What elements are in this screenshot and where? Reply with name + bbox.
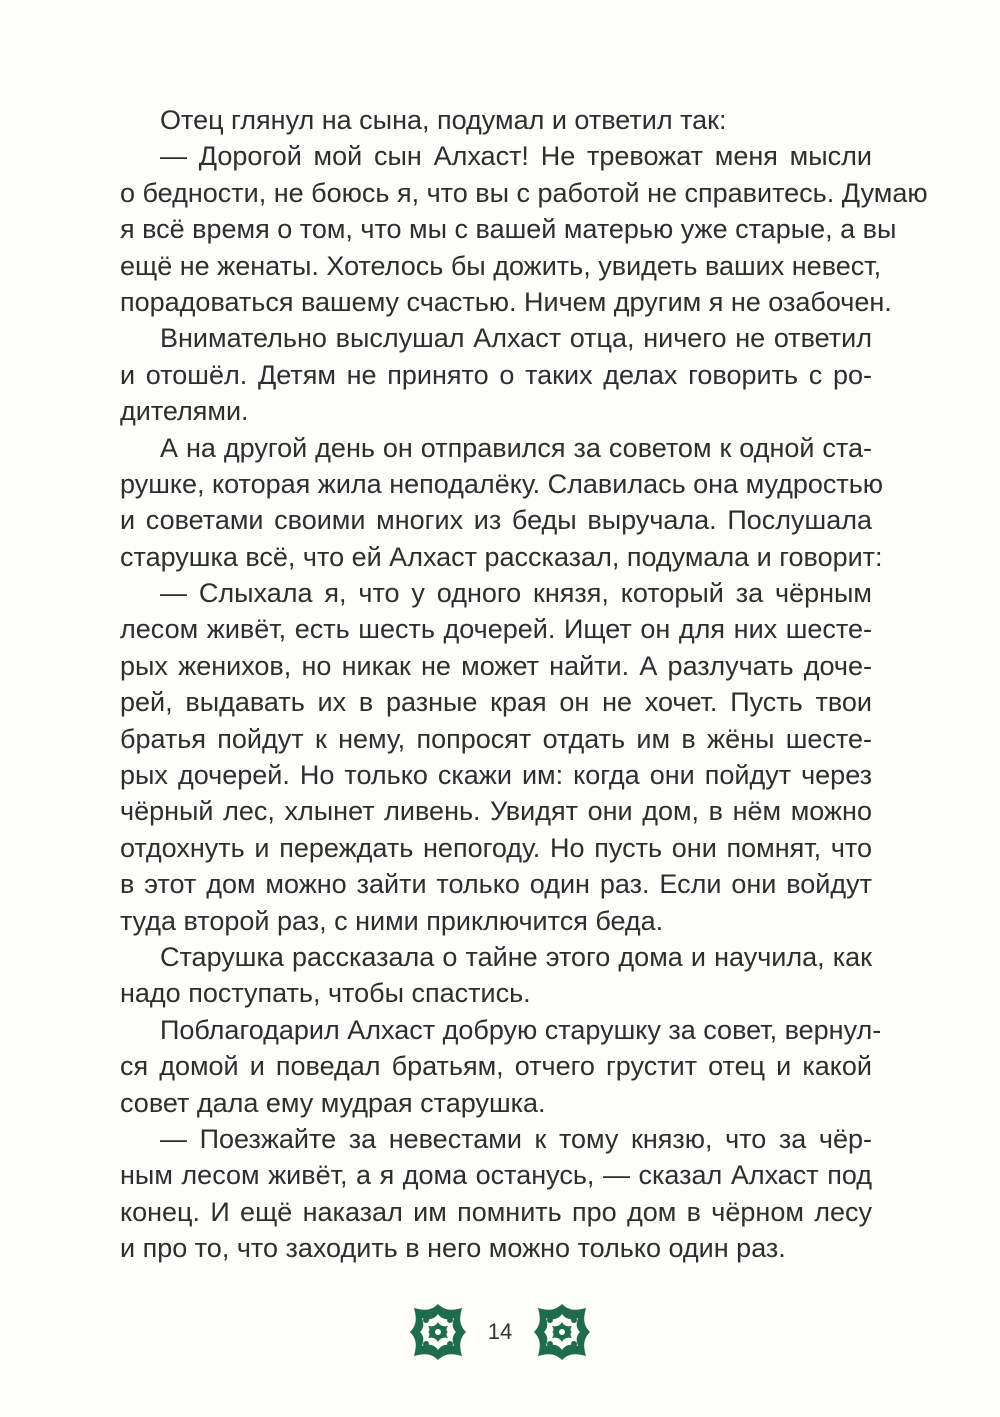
text-line: в этот дом можно зайти только один раз. Если они войдут bbox=[120, 869, 872, 900]
text-line: старушка всё, что ей Алхаст рассказал, подумала и говорит: bbox=[120, 541, 883, 572]
text-line: — Слыхала я, что у одного князя, который за чёрным bbox=[160, 578, 872, 609]
text-line: дителями. bbox=[120, 396, 249, 427]
text-line: рушке, которая жила неподалёку. Славилась она мудростью bbox=[120, 468, 884, 499]
text-line: рей, выдавать их в разные края он не хочет. Пусть твои bbox=[120, 687, 872, 718]
text-line: надо поступать, чтобы спастись. bbox=[120, 978, 531, 1009]
text-line: Внимательно выслушал Алхаст отца, ничего не ответил bbox=[160, 323, 872, 354]
text-line: ся домой и поведал братьям, отчего грустит отец и какой bbox=[120, 1051, 872, 1082]
text-line: совет дала ему мудрая старушка. bbox=[120, 1087, 546, 1118]
text-line: отдохнуть и переждать непогоду. Но пусть они помнят, что bbox=[120, 832, 872, 863]
text-line: А на другой день он отправился за советом к одной ста- bbox=[160, 432, 872, 463]
text-line: Поблагодарил Алхаст добрую старушку за совет, вернул- bbox=[160, 1014, 882, 1045]
text-line: я всё время о том, что мы с вашей матерью уже старые, а вы bbox=[120, 214, 897, 245]
text-line: рых женихов, но никак не может найти. А разлучать доче- bbox=[120, 650, 872, 681]
page-footer bbox=[0, 1292, 1000, 1372]
text-line: о бедности, не боюсь я, что вы с работой не справитесь. Думаю bbox=[120, 177, 928, 208]
text-line: — Поезжайте за невестами к тому князю, что за чёр- bbox=[160, 1123, 872, 1154]
text-line: порадоваться вашему счастью. Ничем другим я не озабочен. bbox=[120, 286, 892, 317]
text-line: рых дочерей. Но только скажи им: когда они пойдут через bbox=[120, 760, 872, 791]
text-line: туда второй раз, с ними приключится беда. bbox=[120, 905, 664, 936]
page-number: 14 bbox=[487, 1319, 513, 1344]
text-line: ещё не женаты. Хотелось бы дожить, увидеть ваших невест, bbox=[120, 250, 882, 281]
text-line: ным лесом живёт, а я дома останусь, — сказал Алхаст под bbox=[120, 1160, 872, 1191]
text-line: — Дорогой мой сын Алхаст! Не тревожат меня мысли bbox=[160, 141, 872, 172]
text-line: и про то, что заходить в него можно только один раз. bbox=[120, 1233, 786, 1264]
body-text bbox=[120, 102, 928, 1267]
text-line: чёрный лес, хлынет ливень. Увидят они дом, в нём можно bbox=[120, 796, 872, 827]
text-line: Отец глянул на сына, подумал и ответил так: bbox=[160, 105, 727, 135]
text-line: братья пойдут к нему, попросят отдать им в жёны шесте- bbox=[120, 723, 872, 754]
text-line: Старушка рассказала о тайне этого дома и научила, как bbox=[160, 941, 872, 972]
left-ornament-icon bbox=[406, 1300, 470, 1364]
text-line: и отошёл. Детям не принято о таких делах говорить с ро- bbox=[120, 359, 872, 390]
right-ornament-icon bbox=[530, 1300, 594, 1364]
text-line: конец. И ещё наказал им помнить про дом в чёрном лесу bbox=[120, 1196, 872, 1227]
text-line: лесом живёт, есть шесть дочерей. Ищет он для них шесте- bbox=[120, 614, 872, 645]
text-line: и советами своими многих из беды выручала. Послушала bbox=[120, 505, 872, 536]
